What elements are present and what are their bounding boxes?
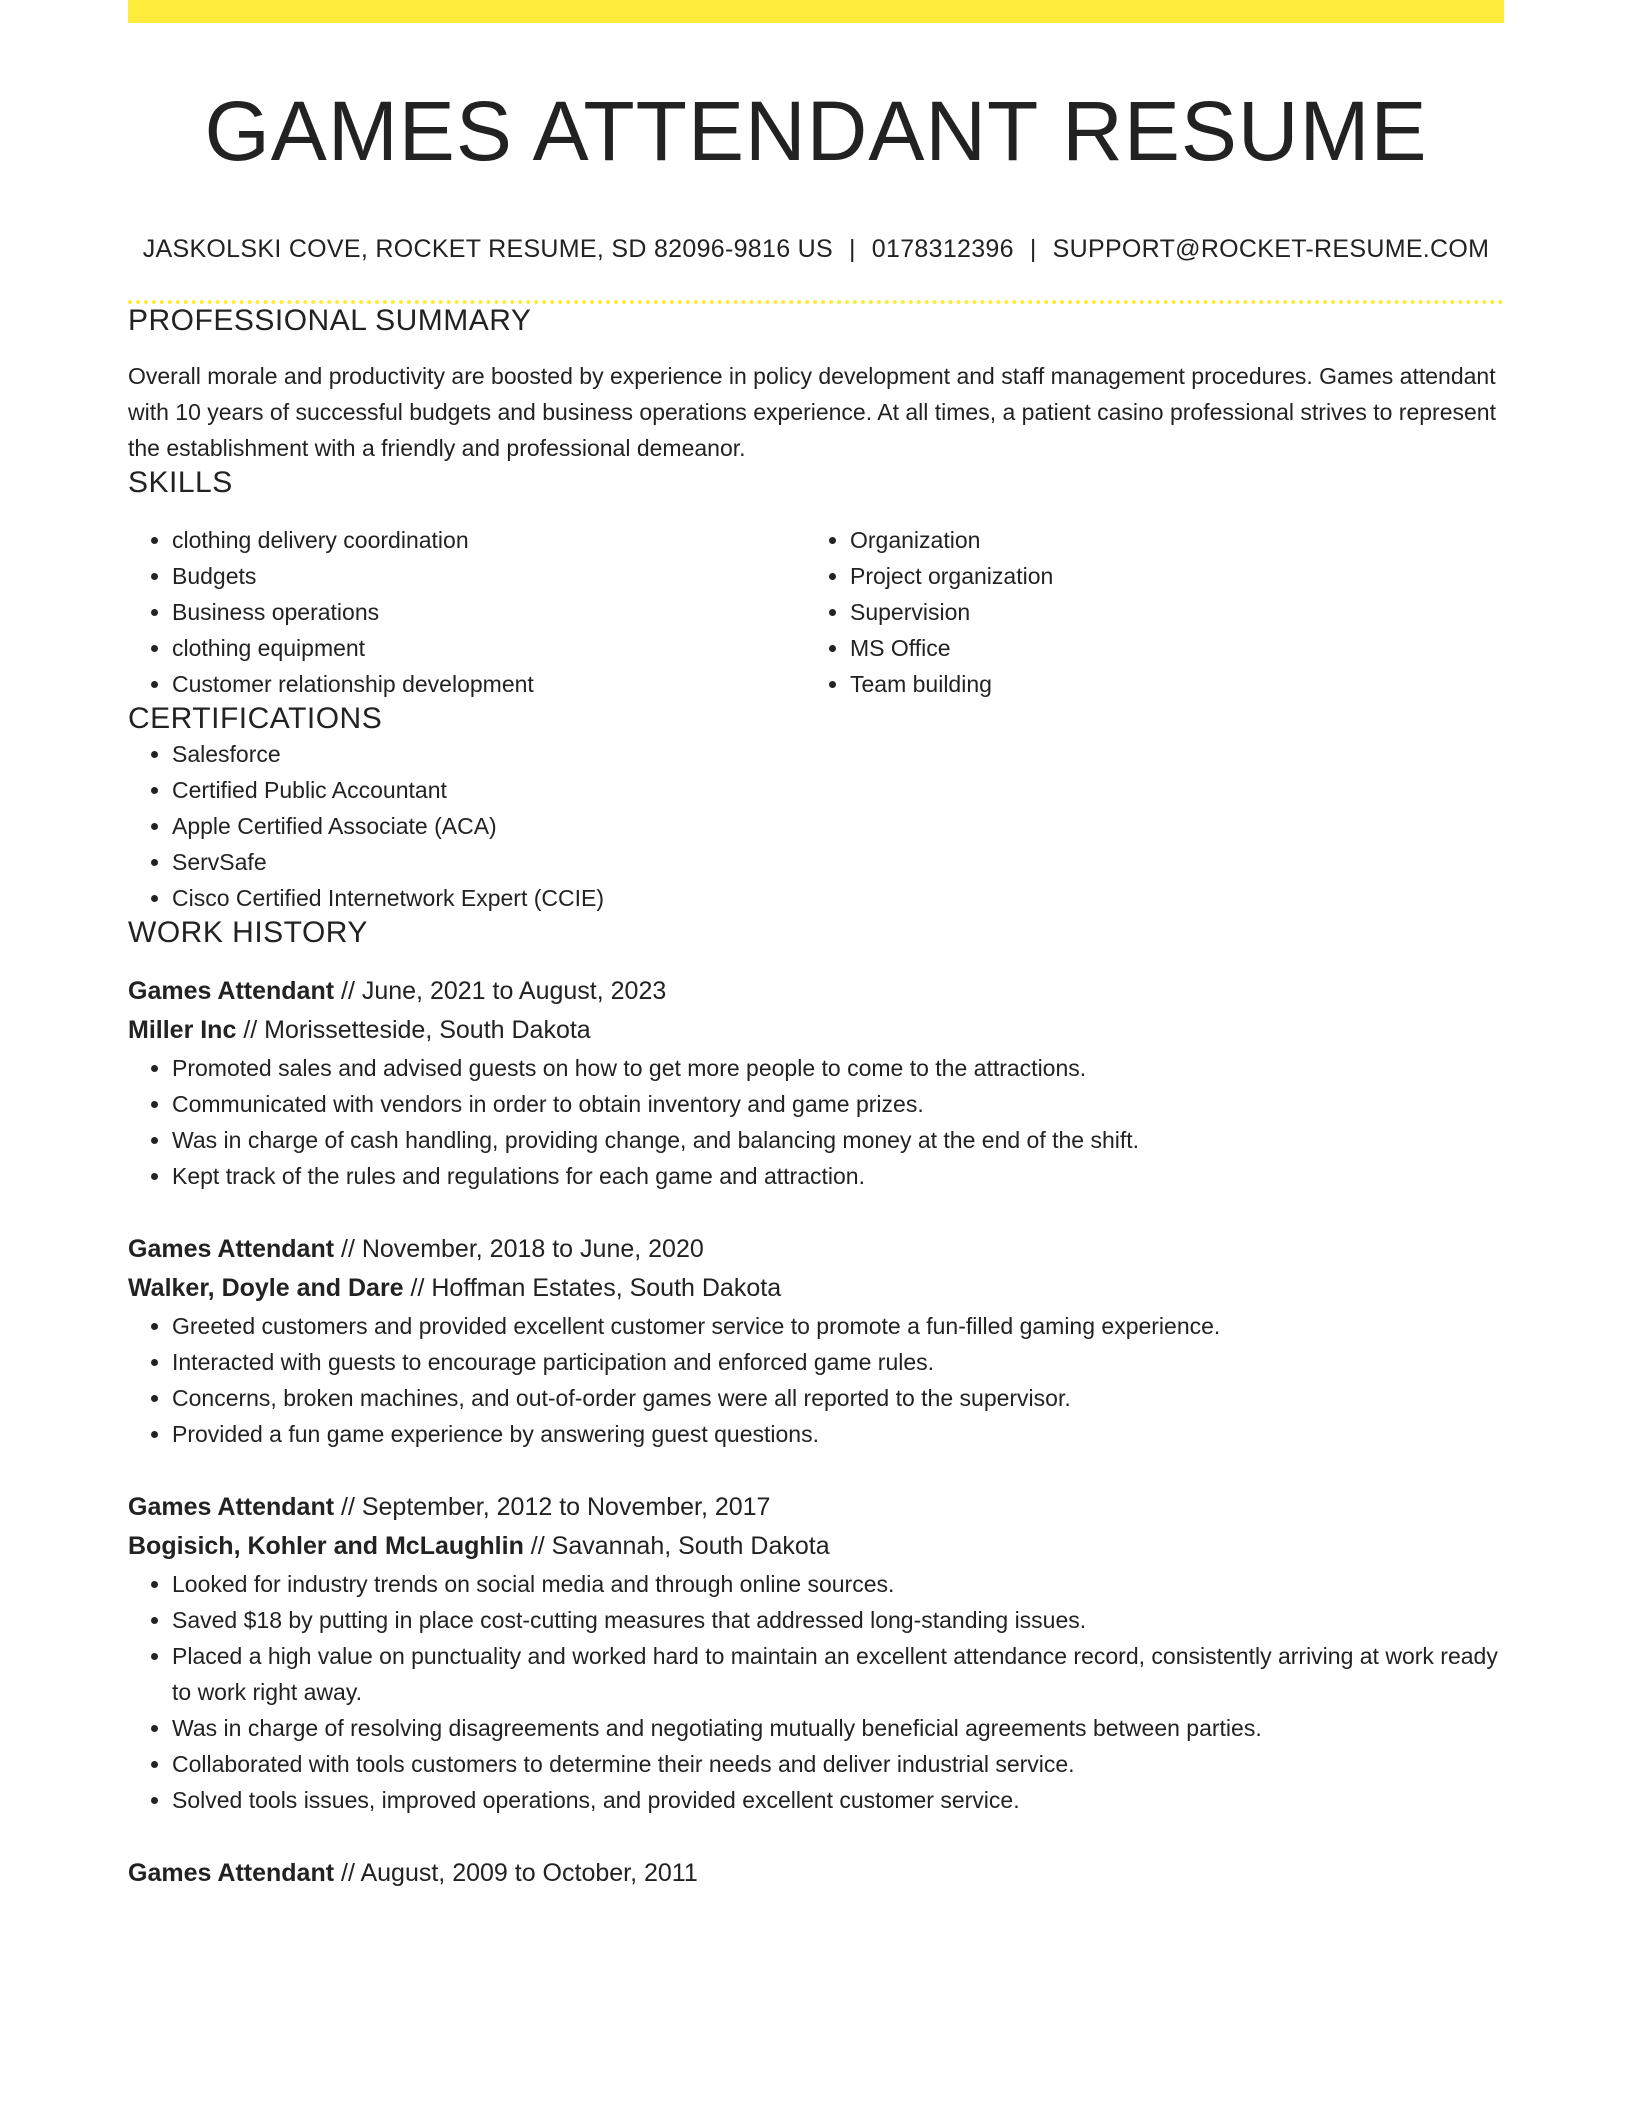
contact-line	[128, 235, 1504, 264]
job-duty: • Was in charge of resolving disagreements and negotiating mutually beneficial agreements between parties.	[172, 1710, 1504, 1746]
job-dates: // June, 2021 to August, 2023	[334, 977, 667, 1006]
job-dates: // August, 2009 to October, 2011	[334, 1859, 698, 1888]
job-location: // Morissetteside, South Dakota	[236, 1016, 591, 1045]
contact-phone: 0178312396	[871, 235, 1014, 264]
certifications-list	[128, 736, 1504, 916]
job-duty: • Concerns, broken machines, and out-of-order games were all reported to the supervisor.	[172, 1380, 1504, 1416]
job-title: Games Attendant	[128, 1493, 335, 1522]
job-company: Miller Inc	[128, 1016, 237, 1045]
summary-heading: PROFESSIONAL SUMMARY	[128, 304, 532, 338]
job-company-line	[128, 1269, 1504, 1308]
job-title: Games Attendant	[128, 1235, 335, 1264]
skill-item: • Supervision	[850, 594, 1484, 630]
top-accent-bar	[128, 0, 1504, 23]
job-duty: • Provided a fun game experience by answering guest questions.	[172, 1416, 1504, 1452]
skill-item: • Budgets	[172, 558, 806, 594]
job-duties-list	[128, 1566, 1504, 1818]
certifications-heading: CERTIFICATIONS	[128, 702, 383, 736]
certification-item: • Certified Public Accountant	[172, 772, 1504, 808]
certification-item: • Cisco Certified Internetwork Expert (CCIE)	[172, 880, 1504, 916]
job-duties-list	[128, 1050, 1504, 1194]
certification-item: • ServSafe	[172, 844, 1504, 880]
job-duty: • Saved $18 by putting in place cost-cutting measures that addressed long-standing issues.	[172, 1602, 1504, 1638]
skills-column-right	[806, 522, 1484, 702]
job-duty: • Greeted customers and provided excellent customer service to promote a fun-filled gaming experience.	[172, 1308, 1504, 1344]
contact-email: SUPPORT@ROCKET-RESUME.COM	[1052, 235, 1490, 264]
skill-item: • Project organization	[850, 558, 1484, 594]
job-duty: • Was in charge of cash handling, providing change, and balancing money at the end of the shift.	[172, 1122, 1504, 1158]
skill-item: • Customer relationship development	[172, 666, 806, 702]
skill-item: • clothing delivery coordination	[172, 522, 806, 558]
contact-separator: |	[849, 235, 856, 264]
contact-separator: |	[1029, 235, 1037, 264]
job-entry	[128, 1854, 1504, 1893]
skills-list-left	[128, 522, 806, 702]
skill-item: • clothing equipment	[172, 630, 806, 666]
summary-text: Overall morale and productivity are boosted by experience in policy development and staff management procedures. Games attendant with 10 years of successful budgets and business operations experience. At all times, a patient casino professional strives to represent the establishment with a friendly and professional demeanor.	[128, 363, 1496, 462]
skill-item: • MS Office	[850, 630, 1484, 666]
job-duty: • Communicated with vendors in order to obtain inventory and game prizes.	[172, 1086, 1504, 1122]
resume-page	[128, 0, 1504, 1893]
skills-list-right	[806, 522, 1484, 702]
job-title-line	[128, 1488, 1504, 1527]
work-history-heading: WORK HISTORY	[128, 916, 368, 950]
job-entry	[128, 972, 1504, 1194]
certification-item: • Salesforce	[172, 736, 1504, 772]
job-title: Games Attendant	[128, 977, 335, 1006]
job-title-line	[128, 1854, 1504, 1893]
job-title: Games Attendant	[128, 1859, 335, 1888]
job-entry	[128, 1488, 1504, 1818]
job-duty: • Interacted with guests to encourage participation and enforced game rules.	[172, 1344, 1504, 1380]
skills-heading: SKILLS	[128, 466, 233, 500]
job-company: Walker, Doyle and Dare	[128, 1274, 404, 1303]
job-duty: • Collaborated with tools customers to determine their needs and deliver industrial service.	[172, 1746, 1504, 1782]
job-company-line	[128, 1011, 1504, 1050]
skill-item: • Organization	[850, 522, 1484, 558]
skills-columns	[128, 522, 1504, 702]
job-location: // Hoffman Estates, South Dakota	[403, 1274, 782, 1303]
job-dates: // November, 2018 to June, 2020	[334, 1235, 704, 1264]
job-company: Bogisich, Kohler and McLaughlin	[128, 1532, 524, 1561]
job-duty: • Looked for industry trends on social media and through online sources.	[172, 1566, 1504, 1602]
job-location: // Savannah, South Dakota	[523, 1532, 830, 1561]
job-dates: // September, 2012 to November, 2017	[334, 1493, 771, 1522]
job-duties-list	[128, 1308, 1504, 1452]
job-entry	[128, 1230, 1504, 1452]
job-title-line	[128, 1230, 1504, 1269]
job-duty: • Solved tools issues, improved operations, and provided excellent customer service.	[172, 1782, 1504, 1818]
skills-column-left	[128, 522, 806, 702]
certification-item: • Apple Certified Associate (ACA)	[172, 808, 1504, 844]
job-duty: • Kept track of the rules and regulations for each game and attraction.	[172, 1158, 1504, 1194]
resume-title: GAMES ATTENDANT RESUME	[204, 84, 1428, 178]
job-duty: • Promoted sales and advised guests on how to get more people to come to the attractions.	[172, 1050, 1504, 1086]
job-company-line	[128, 1527, 1504, 1566]
skill-item: • Team building	[850, 666, 1484, 702]
skill-item: • Business operations	[172, 594, 806, 630]
job-duty: • Placed a high value on punctuality and worked hard to maintain an excellent attendance record, consistently arriving at work ready to work right away.	[172, 1638, 1504, 1710]
contact-address: JASKOLSKI COVE, ROCKET RESUME, SD 82096-9816 US	[142, 235, 833, 264]
job-title-line	[128, 972, 1504, 1011]
